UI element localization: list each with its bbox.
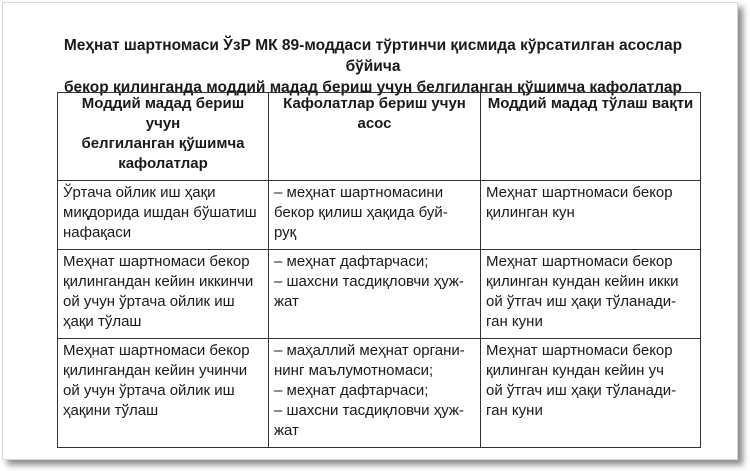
cell-text: қилинган кун	[486, 204, 575, 221]
cell-text: – меҳнат дафтарчаси;	[274, 253, 429, 270]
cell-text: – меҳнат дафтарчаси;	[274, 382, 429, 399]
cell-text: ган куни	[486, 313, 543, 330]
cell-text: қилингандан кейин учинчи	[63, 362, 248, 379]
header-text: Моддий мадад бериш учун	[81, 95, 245, 132]
cell-text: ҳақини тўлаш	[63, 402, 159, 419]
cell-text: жат	[274, 422, 299, 439]
cell-text: жат	[274, 293, 299, 310]
cell-text: миқдорида ишдан бўшатиш	[63, 204, 257, 221]
cell-basis	[269, 339, 481, 448]
cell-text: – шахсни тасдиқловчи ҳуж-	[274, 273, 464, 290]
cell-payment-time	[481, 339, 701, 448]
header-text: Кафолатлар бериш учун	[283, 95, 466, 112]
document-page	[2, 2, 738, 460]
cell-text: – шахсни тасдиқловчи ҳуж-	[274, 402, 464, 419]
cell-text: Меҳнат шартномаси бекор	[486, 184, 673, 201]
cell-text: Меҳнат шартномаси бекор	[63, 253, 250, 270]
cell-text: Меҳнат шартномаси бекор	[486, 253, 673, 270]
cell-text: ой учун ўртача ойлик иш	[63, 293, 235, 310]
cell-text: ган куни	[486, 402, 543, 419]
header-text: белгиланган қўшимча	[81, 135, 245, 152]
cell-text: ҳақи тўлаш	[63, 313, 142, 330]
cell-text: Меҳнат шартномаси бекор	[63, 342, 250, 359]
table-row	[58, 339, 701, 448]
header-payment-time	[481, 93, 701, 181]
table-row	[58, 181, 701, 250]
cell-text: Меҳнат шартномаси бекор	[486, 342, 673, 359]
cell-text: руқ	[274, 224, 297, 241]
title-line-1: Меҳнат шартномаси ЎзР МК 89-моддаси тўртинчи қисмида кўрсатилган асослар бўйича	[63, 37, 683, 75]
header-basis	[269, 93, 481, 181]
cell-text: қилинган кундан кейин уч	[486, 362, 664, 379]
cell-text: нинг маълумотномаси;	[274, 362, 434, 379]
cell-guarantee	[58, 181, 269, 250]
cell-text: ой ўтгач иш ҳақи тўланади-	[486, 293, 677, 310]
cell-guarantee	[58, 250, 269, 339]
cell-text: нафақаси	[63, 224, 132, 241]
header-text: асос	[357, 115, 392, 132]
cell-payment-time	[481, 181, 701, 250]
cell-text: – маҳаллий меҳнат органи-	[274, 342, 465, 359]
cell-text: бекор қилиш ҳақида буй-	[274, 204, 448, 221]
cell-payment-time	[481, 250, 701, 339]
cell-text: ой учун ўртача ойлик иш	[63, 382, 235, 399]
header-text: кафолатлар	[118, 155, 208, 172]
title-line-2: бекор қилинганда моддий мадад бериш учун белгиланган қўшимча кафолатлар	[63, 79, 683, 96]
cell-basis	[269, 250, 481, 339]
cell-text: қилинган кундан кейин икки	[486, 273, 679, 290]
cell-text: – меҳнат шартномасини	[274, 184, 444, 201]
cell-guarantee	[58, 339, 269, 448]
guarantees-table	[57, 92, 701, 448]
document-title	[43, 35, 703, 98]
header-text: Моддий мадад тўлаш вақти	[487, 95, 694, 112]
table-header-row	[58, 93, 701, 181]
cell-basis	[269, 181, 481, 250]
cell-text: Ўртача ойлик иш ҳақи	[63, 184, 216, 201]
table-row	[58, 250, 701, 339]
cell-text: қилингандан кейин иккинчи	[63, 273, 254, 290]
cell-text: ой ўтгач иш ҳақи тўланади-	[486, 382, 677, 399]
header-guarantees	[58, 93, 269, 181]
